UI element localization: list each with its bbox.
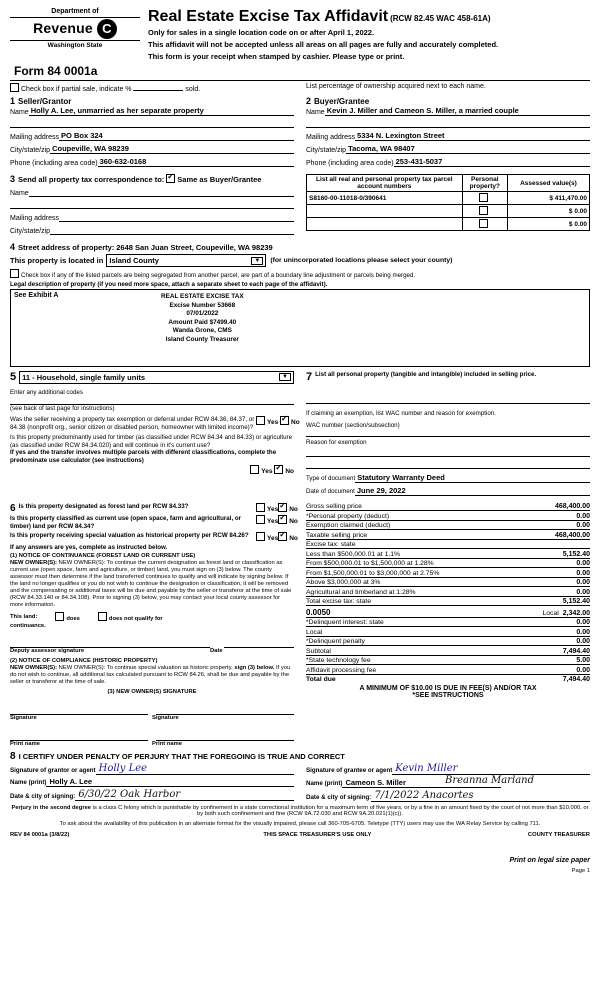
calc-amount-18[interactable]: 7,494.40	[562, 676, 590, 684]
calc-amount-7[interactable]: 0.00	[576, 569, 590, 577]
section-5	[10, 371, 300, 499]
page-number: Page 1	[571, 867, 590, 874]
calc-label-15: Subtotal	[306, 647, 331, 655]
s6-para-2a: NEW OWNER(S): To continue special valuation as historic property,	[58, 664, 233, 671]
stamp-line-1: REAL ESTATE EXCISE TAX	[161, 292, 244, 300]
calc-row	[306, 589, 590, 597]
calc-label-12: *Delinquent interest: state	[306, 619, 384, 627]
subtitle-3: This form is your receipt when stamped by cashier. Please type or print.	[148, 52, 405, 62]
treasurer-space-label: THIS SPACE TREASURER'S USE ONLY	[263, 832, 372, 839]
calc-amount-0[interactable]: 468,400.00	[554, 503, 590, 511]
s7-reason-input[interactable]	[306, 447, 590, 457]
buyer-city-value[interactable]: Tacoma, WA 98407	[346, 144, 590, 154]
parcel-col-1: List all real and personal property tax parcel account numbers	[307, 175, 463, 192]
calc-label-5: Less than $500,000.01 at 1.1%	[306, 550, 401, 558]
revenue-logo-icon: C	[97, 19, 117, 39]
grantee-signature-input[interactable]	[392, 763, 590, 775]
calc-row	[306, 570, 590, 578]
deputy-assessor-date-label: Date	[210, 647, 223, 654]
footer	[0, 802, 600, 875]
section-8	[0, 751, 600, 802]
parcel-number-1[interactable]: S8160-00-11018-0/390641	[307, 192, 463, 205]
s5-q2-yes-label: Yes	[261, 467, 273, 475]
grantor-date-text: 6/30/22 Oak Harbor	[78, 788, 181, 800]
calc-amount-17[interactable]: 0.00	[576, 666, 590, 674]
s4-county-note: (for unincorporated locations please select your county)	[270, 257, 453, 265]
s6-q2-yes-checkbox[interactable]	[256, 515, 265, 524]
land-does-label: does	[66, 616, 80, 622]
new-owner-print-2-input[interactable]	[156, 731, 294, 741]
county-select-value: Island County	[109, 256, 159, 266]
stamp-line-5: Wanda Grone, CMS	[172, 327, 232, 335]
divider	[10, 17, 140, 18]
seller-phone-value[interactable]: 360-632-0168	[98, 157, 294, 167]
land-does-not-checkbox[interactable]	[98, 612, 107, 621]
calc-row	[306, 648, 590, 656]
s7-reason-label: Reason for exemption	[306, 439, 367, 447]
calc-row	[306, 541, 590, 549]
stamp-line-6: Island County Treasurer	[165, 336, 239, 344]
s6-q2-yes-label: Yes	[267, 518, 279, 526]
corr-mailing-label: Mailing address	[10, 215, 60, 223]
grantee-date-text: 7/1/2022 Anacortes	[374, 789, 474, 801]
county-select[interactable]	[106, 254, 266, 267]
print-note: Print on legal size paper	[509, 857, 590, 865]
partial-sale-checkbox[interactable]	[10, 83, 19, 92]
s5-q1-yes-label: Yes	[267, 419, 279, 427]
correspondence-section	[10, 174, 300, 238]
calc-amount-8[interactable]: 0.00	[576, 579, 590, 587]
s6-heading-3: (3) NEW OWNER(S) SIGNATURE	[107, 688, 197, 695]
calc-amount-1[interactable]: 0.00	[576, 512, 590, 520]
buyer-mailing-value[interactable]: 5334 N. Lexington Street	[355, 131, 590, 141]
grantee-signature-block	[300, 763, 590, 802]
grantee-name-handwritten: Breanna Marland	[444, 774, 534, 786]
grantee-date-label: Date & city of signing:	[306, 793, 372, 801]
seller-name-value[interactable]: Holly A. Lee, unmarried as her separate property	[29, 106, 294, 116]
partial-sale-label: Check box if partial sale, indicate %	[21, 86, 132, 94]
seller-section	[10, 96, 300, 170]
partial-sale-sold: sold.	[185, 86, 201, 94]
s6-q3-yes-label: Yes	[267, 534, 279, 542]
partial-sale-input[interactable]	[133, 90, 183, 91]
corr-name-line-2[interactable]	[10, 200, 294, 209]
buyer-phone-value[interactable]: 253-431-5037	[394, 157, 590, 167]
buyer-mailing-label: Mailing address	[306, 134, 356, 142]
personal-property-checkbox-3[interactable]	[462, 218, 507, 231]
calc-amount-15[interactable]: 7,494.40	[562, 647, 590, 655]
section-6	[10, 503, 300, 747]
subtitle-2: This affidavit will not be accepted unless all areas on all pages are fully and accurately completed.	[148, 40, 499, 50]
calc-row	[306, 657, 590, 665]
same-as-buyer-checkbox[interactable]	[166, 174, 175, 183]
new-owner-sig-2-label: Signature	[152, 714, 179, 721]
calc-row	[306, 638, 590, 646]
legal-description-text: See Exhibit A	[14, 291, 59, 299]
corr-name-value[interactable]	[29, 187, 294, 197]
s5-q1-no-label: No	[291, 419, 300, 427]
use-code-select[interactable]	[19, 371, 294, 384]
buyer-name-line-2[interactable]	[306, 119, 590, 128]
calc-amount-14[interactable]: 0.00	[576, 638, 590, 646]
calc-amount-5[interactable]: 5,152.40	[562, 550, 590, 558]
corr-name-label: Name	[10, 190, 29, 198]
assessed-value-1[interactable]: $ 411,470.00	[507, 192, 589, 205]
calc-label-14: *Delinquent penalty	[306, 638, 365, 646]
calc-amount-6[interactable]: 0.00	[576, 560, 590, 568]
county-treasurer-label: COUNTY TREASURER	[527, 832, 590, 839]
page-header	[0, 0, 600, 62]
s6-continuance: continuance.	[10, 622, 46, 629]
section-7	[300, 371, 590, 499]
s4-street-label: Street address of property:	[18, 243, 115, 253]
parcel-col-2: Personal property?	[462, 175, 507, 192]
s5-q2-yes-checkbox[interactable]	[250, 465, 259, 474]
grantor-name-label: Name (print)	[10, 778, 47, 786]
calc-row	[306, 667, 590, 675]
calc-label-17: Affidavit processing fee	[306, 666, 377, 674]
calc-row-total	[306, 676, 590, 683]
title-block	[140, 8, 590, 62]
s7-personal-property-input[interactable]	[306, 393, 590, 404]
corr-city-label: City/state/zip	[10, 228, 51, 236]
seller-city-value[interactable]: Coupeville, WA 98239	[50, 144, 294, 154]
seller-phone-label: Phone (including area code)	[10, 160, 98, 168]
header-rule	[10, 80, 590, 81]
grantor-date-input[interactable]	[75, 789, 294, 801]
buyer-phone-label: Phone (including area code)	[306, 160, 394, 168]
pct-note-label: List percentage of ownership acquired next to each name.	[306, 83, 486, 91]
s7-number: 7	[306, 370, 313, 383]
s6-q3-no-label: No	[289, 534, 298, 542]
s6-para-2c: If you do not wish to continue, all additional tax calculated pursuant to RCW 84.26, shall be due and payable by the seller or transferor at the time of sale.	[10, 664, 291, 685]
s5-q1-no-checkbox[interactable]	[280, 416, 289, 425]
buyer-section	[300, 96, 590, 170]
partial-sale-row	[10, 83, 300, 93]
doc-date-label: Date of document	[306, 488, 355, 496]
doc-type-label: Type of document	[306, 475, 356, 483]
s4-located-label: This property is located in	[10, 256, 104, 266]
agency-name-row	[10, 19, 140, 39]
perjury-bold: Perjury in the second degree	[11, 804, 92, 811]
grantor-name-value[interactable]: Holly A. Lee	[46, 777, 294, 787]
calc-label-3: Taxable selling price	[306, 531, 368, 539]
personal-property-checkbox-1[interactable]	[462, 192, 507, 205]
s7-exempt-label: If claiming an exemption, list WAC number and reason for exemption.	[306, 409, 496, 417]
s6-land-label: This land:	[10, 614, 38, 620]
rev-number: REV 84 0001a (3/8/22)	[10, 832, 70, 839]
parcel-number-2[interactable]	[307, 205, 463, 218]
grantor-signature-input[interactable]	[96, 763, 294, 775]
calc-amount-9[interactable]: 0.00	[576, 588, 590, 596]
grantor-sig-label: Signature of grantor or agent	[10, 766, 96, 774]
s7-heading: List all personal property (tangible and intangible) included in selling price.	[315, 370, 537, 378]
deputy-assessor-signature-input[interactable]	[10, 638, 210, 648]
s6-q2-no-checkbox[interactable]	[278, 515, 287, 524]
calc-row	[306, 619, 590, 627]
divider-2	[10, 40, 140, 41]
grantee-sig-label: Signature of grantee or agent	[306, 766, 393, 774]
new-owner-signature-2-input[interactable]	[156, 705, 294, 715]
calc-amount-3[interactable]: 468,400.00	[554, 531, 590, 539]
s6-q1-text: Is this property designated as forest land per RCW 84.33?	[18, 503, 189, 511]
section-4	[0, 242, 600, 367]
s6-number: 6	[10, 503, 16, 515]
grantee-date-input[interactable]	[371, 790, 590, 802]
legal-desc-label: Legal description of property (if you need more space, attach a separate sheet to each page of the affidavit).	[10, 281, 328, 289]
minimum-due-note: A MINIMUM OF $10.00 IS DUE IN FEE(S) AND/OR TAX	[359, 684, 537, 692]
calc-label-8: Above $3,000,000 at 3%	[306, 579, 381, 587]
s6-q3-no-checkbox[interactable]	[278, 532, 287, 541]
segregated-label: Check box if any of the listed parcels are being segregated from another parcel, are part of a boundary line adjustment or parcels being merged.	[21, 272, 416, 280]
table-row	[307, 192, 590, 205]
grantor-signature-text: Holly Lee	[98, 762, 148, 774]
grantee-signature-text: Kevin Miller	[395, 762, 458, 774]
buyer-heading: Buyer/Grantee	[314, 97, 370, 107]
parcel-number-3[interactable]	[307, 218, 463, 231]
seller-city-label: City/state/zip	[10, 147, 51, 155]
new-owner-print-1-input[interactable]	[10, 731, 148, 741]
excise-stamp	[161, 293, 244, 345]
s5-number: 5	[10, 371, 17, 384]
calc-label-7: From $1,500,000.01 to $3,000,000 at 2.75%	[306, 569, 440, 577]
calc-row	[306, 522, 590, 530]
calc-amount-11[interactable]: 2,342.00	[562, 609, 590, 617]
corr-city-value[interactable]	[50, 225, 294, 235]
s6-heading-1: (1) NOTICE OF CONTINUANCE (FOREST LAND OR CURRENT USE)	[10, 553, 196, 560]
seller-mailing-label: Mailing address	[10, 134, 60, 142]
s6-para-2b: sign (3) below.	[234, 664, 275, 671]
calc-label-18: Total due	[306, 676, 336, 684]
agency-name: Revenue	[33, 19, 93, 36]
s6-q1-no-label: No	[289, 506, 298, 514]
ada-note: To ask about the availability of this publication in an alternate format for the visually impaired, please call 360-705-6705. Teletype (TTY) users may use the WA Relay Service by calling 711.	[59, 821, 541, 828]
calc-row	[306, 551, 590, 559]
calc-row	[306, 513, 590, 521]
page-title: Real Estate Excise Tax Affidavit	[148, 8, 389, 25]
rcw-reference: (RCW 82.45 WAC 458-61A)	[390, 14, 491, 23]
seller-mailing-value[interactable]: PO Box 324	[59, 131, 294, 141]
pct-note	[300, 83, 590, 93]
grantee-name-label: Name (print)	[306, 779, 343, 787]
dept-line-1: Department of	[51, 8, 99, 15]
seller-number: 1	[10, 96, 16, 107]
s6-para-1-text: NEW OWNER(S): To continue the current designation as forest land or classification as current use (open space, farm and agriculture, or timber) land, you must sign on (3) below. The county assessor must then determine if the land transferred continues to qualify and will indicate by signing below. If the land no longer qualifies or you do not wish to continue the designation or classification, it will be removed and the compensating or additional taxes will be due and payable by the seller or transferor at the time of sale (RCW 84.33.140 or 84.34.108). Prior to signing (3) below, you may contact your local county assessor for more information.	[10, 560, 292, 609]
deputy-assessor-date-input[interactable]	[224, 638, 294, 648]
local-rate[interactable]: 0.0050	[306, 607, 331, 617]
s5-q2-no-checkbox[interactable]	[274, 465, 283, 474]
calc-label-0: Gross selling price	[306, 503, 362, 511]
land-does-not-label: does not qualify for	[108, 616, 163, 622]
personal-property-checkbox-2[interactable]	[462, 205, 507, 218]
calc-row	[306, 598, 590, 606]
s6-q2-no-label: No	[289, 518, 298, 526]
calc-label-9: Agricultural and timberland at 1.28%	[306, 588, 416, 596]
tax-calculation	[300, 503, 590, 747]
table-row	[307, 218, 590, 231]
calc-row	[306, 560, 590, 568]
s5-q1-yes-checkbox[interactable]	[256, 416, 265, 425]
s6-para-2: NEW OWNER(S): NEW OWNER(S): To continue special valuation as historic property, sign (3) below. If you do not wish to continue, all additional tax calculated pursuant to RCW 84.26, shall be due and payable by the seller or transferor at the time of sale.	[10, 664, 291, 685]
new-owner-signature-1-input[interactable]	[10, 705, 148, 715]
grantor-date-label: Date & city of signing:	[10, 792, 76, 800]
calc-label-13: Local	[306, 628, 323, 636]
s7-wac-input[interactable]	[306, 429, 590, 437]
s5-q2-bold: If yes and the transfer involves multiple parcels with different classifications, complete the predominate use calculator (see instructions)	[10, 449, 277, 465]
subtitle-1: Only for sales in a single location code on or after April 1, 2022.	[148, 28, 375, 37]
agency-logo-block	[10, 8, 140, 49]
table-row	[307, 205, 590, 218]
stamp-line-3: 07/01/2022	[186, 310, 219, 318]
s4-number: 4	[10, 242, 16, 253]
s6-q2-text: Is this property classified as current use (open space, farm and agricultural, or timber) land per RCW 84.34?	[10, 515, 242, 530]
s6-para-1: NEW OWNER(S): NEW OWNER(S): To continue the current designation as forest land or classification as current use (open space, farm and agriculture, or timber) land, you must sign on (3) below. The county assessor must then determine if the land transferred continues to qualify and will indicate by signing below. If the land no longer qualifies or you do not wish to continue the designation or classification, it will be removed and the compensating or additional taxes will be due and payable by the seller or transferor at the time of sale (RCW 84.33.140 or 84.34.108). Prior to signing (3) below, you may contact your local county assessor for more information.	[10, 560, 292, 609]
s5-q2-text: Is this property predominantly used for timber (as classified under RCW 84.34 and 84.33) or agriculture (as classified under RCW 84.34.020) and will continue in it's current use?	[10, 433, 293, 449]
buyer-number: 2	[306, 96, 312, 107]
s5-q2-no-label: No	[285, 467, 294, 475]
chevron-down-icon: ▼	[279, 373, 291, 381]
state-name: Washington State	[47, 41, 103, 49]
see-instructions-note: *SEE INSTRUCTIONS	[412, 691, 484, 699]
buyer-name-label: Name	[306, 109, 325, 117]
buyer-city-label: City/state/zip	[306, 147, 347, 155]
calc-label-10: Total excise tax: state	[306, 598, 371, 606]
perjury-text: is a class C felony which is punishable by confinement in a state correctional institution for a maximum term of five years, or by a fine in an amount fixed by the court of not more than $10,000, or by both such confinement and fine (RCW 9A.72.030 and RCW 9A.20.021(1)(c)).	[92, 804, 589, 818]
corr-heading: Send all property tax correspondence to:	[18, 175, 165, 185]
calc-amount-13[interactable]: 0.00	[576, 628, 590, 636]
addl-codes-input[interactable]	[10, 397, 294, 405]
stamp-line-2: Excise Number 53668	[169, 301, 236, 309]
legal-description-box[interactable]	[10, 289, 590, 367]
corr-mailing-value[interactable]	[59, 212, 294, 222]
s7-wac-label: WAC number (section/subsection)	[306, 421, 400, 429]
new-owner-print-1-label: Print name	[10, 740, 40, 747]
doc-type-value[interactable]: Statutory Warranty Deed	[355, 473, 590, 483]
s6-q1-no-checkbox[interactable]	[278, 503, 287, 512]
form-number: Form 84 0001a	[14, 64, 98, 79]
calc-label-2: Exemption claimed (deduct)	[306, 522, 391, 530]
land-does-checkbox[interactable]	[55, 612, 64, 621]
calc-row	[306, 532, 590, 540]
s6-if-any: If any answers are yes, complete as instructed below.	[10, 543, 168, 551]
calc-row	[306, 579, 590, 587]
calc-row	[306, 629, 590, 637]
calc-amount-16[interactable]: 5.00	[576, 657, 590, 665]
use-code-value: 11 - Household, single family units	[22, 372, 146, 382]
s6-q3-yes-checkbox[interactable]	[256, 532, 265, 541]
s7-reason-input-2[interactable]	[306, 459, 590, 469]
new-owner-print-2-label: Print name	[152, 740, 182, 747]
calc-row-local	[306, 608, 590, 618]
segregated-checkbox[interactable]	[10, 269, 19, 278]
calc-label-4: Excise tax: state	[306, 541, 356, 549]
perjury-note	[10, 805, 590, 819]
calc-label-6: From $500,000.01 to $1,500,000 at 1.28%	[306, 560, 434, 568]
parcel-table	[306, 174, 590, 231]
seller-name-label: Name	[10, 109, 29, 117]
s8-heading: I CERTIFY UNDER PENALTY OF PERJURY THAT THE FOREGOING IS TRUE AND CORRECT	[18, 751, 345, 761]
calc-amount-10[interactable]: 5,152.40	[562, 598, 590, 606]
s6-heading-2: (2) NOTICE OF COMPLIANCE (HISTORIC PROPERTY)	[10, 657, 158, 664]
s6-q1-yes-label: Yes	[267, 506, 279, 514]
parcel-col-3: Assessed value(s)	[507, 175, 589, 192]
stamp-line-4: Amount Paid $7499.40	[168, 318, 237, 326]
grantee-name-value[interactable]: Cameon S. Miller	[342, 778, 501, 788]
addl-codes-label: Enter any additional codes	[10, 388, 83, 396]
buyer-name-value[interactable]: Kevin J. Miller and Cameon S. Miller, a married couple	[325, 106, 590, 116]
new-owner-sig-1-label: Signature	[10, 714, 37, 721]
addl-codes-note: (see back of last page for instructions)	[10, 404, 115, 412]
corr-number: 3	[10, 174, 16, 185]
chevron-down-icon: ▼	[251, 257, 263, 265]
parcel-table-section	[300, 174, 590, 238]
calc-label-11: Local	[542, 609, 559, 617]
same-as-buyer-label: Same as Buyer/Grantee	[177, 175, 262, 185]
doc-date-value[interactable]: June 29, 2022	[355, 486, 590, 496]
calc-amount-12[interactable]: 0.00	[576, 619, 590, 627]
deputy-assessor-sig-label: Deputy assessor signature	[10, 647, 85, 654]
calc-label-16: *State technology fee	[306, 657, 371, 665]
s8-number: 8	[10, 750, 16, 762]
calc-row	[306, 503, 590, 511]
grantor-signature-block	[10, 763, 300, 802]
calc-label-1: *Personal property (deduct)	[306, 512, 390, 520]
assessed-value-3[interactable]: $ 0.00	[507, 218, 589, 231]
assessed-value-2[interactable]: $ 0.00	[507, 205, 589, 218]
seller-name-line-2[interactable]	[10, 119, 294, 128]
seller-heading: Seller/Grantor	[18, 97, 72, 107]
s5-q1-text: Was the seller receiving a property tax exemption or deferral under RCW 84.36, 84.37, or 84.38 (nonprofit org., senior citizen or disabled person, homeowner with limited income)?	[10, 416, 255, 432]
s4-street-value[interactable]: 2648 San Juan Street, Coupeville, WA 98239	[116, 243, 273, 253]
s6-q3-text: Is this property receiving special valuation as historical property per RCW 84.26?	[10, 531, 249, 539]
s6-q1-yes-checkbox[interactable]	[256, 503, 265, 512]
calc-amount-2[interactable]: 0.00	[576, 522, 590, 530]
